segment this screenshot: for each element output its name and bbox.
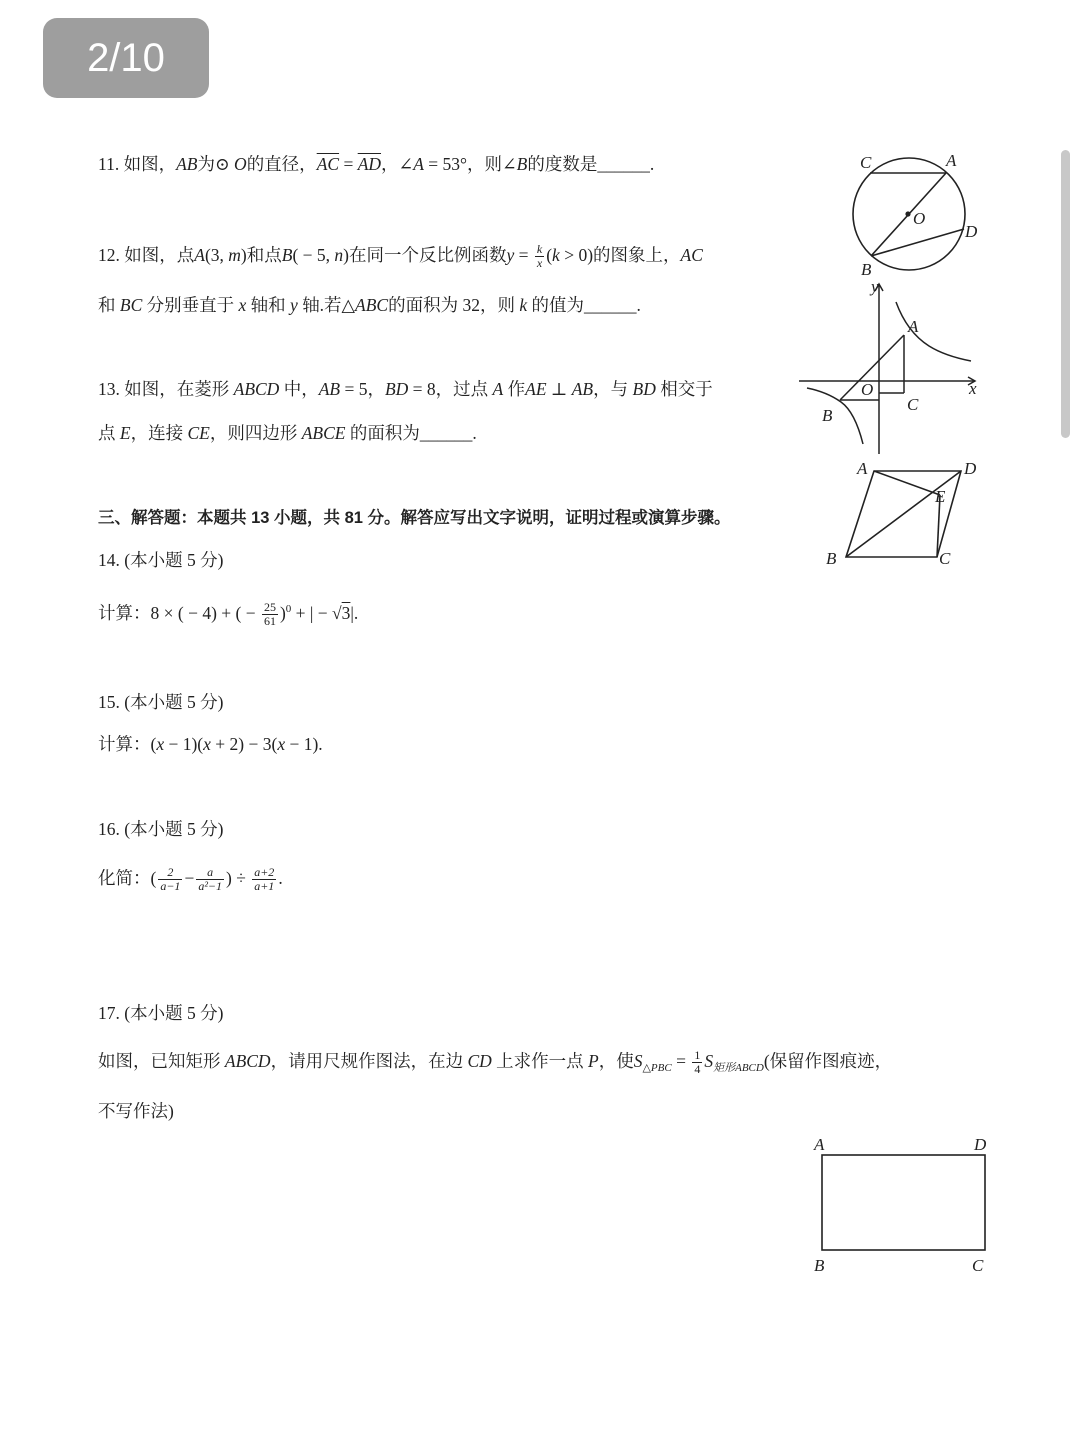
frac-den: a+1 <box>254 879 275 894</box>
question-16-body <box>98 866 283 893</box>
q13-var: AB <box>318 379 341 399</box>
q16-text: − <box>184 868 195 888</box>
q12-var: A <box>194 245 205 265</box>
q11-text: ，∠ <box>381 154 414 174</box>
label-o: O <box>913 209 926 228</box>
q15-text: + 2) − 3( <box>210 734 278 754</box>
frac-num: 25 <box>263 600 276 615</box>
fraction-k-over-x <box>535 243 544 270</box>
q12-var: y <box>290 295 298 315</box>
question-12-line-1 <box>98 243 703 270</box>
q12-text: > 0)的图象上， <box>559 245 681 265</box>
q13-var: E <box>119 423 131 443</box>
q11-text: 为 <box>197 154 215 174</box>
label-o: O <box>861 380 874 399</box>
q12-var: n <box>334 245 344 265</box>
q15-var: x <box>156 734 165 754</box>
q12-var: ABC <box>355 295 389 315</box>
figure-circle <box>840 148 990 280</box>
label-b: B <box>822 406 833 425</box>
q13-var: ABCE <box>301 423 346 443</box>
question-17-line-2: 不写作法) <box>98 1101 174 1121</box>
fraction-1 <box>158 866 182 893</box>
q17-var: P <box>588 1051 599 1071</box>
q12-text: 轴.若△ <box>297 295 356 315</box>
subscript: 矩形ABCD <box>713 1062 764 1074</box>
label-c: C <box>860 153 872 172</box>
q13-text: ，连接 <box>130 423 188 443</box>
q14-text: 计算：8 × ( − 4) + ( − <box>98 603 260 623</box>
q11-text: = 53°，则∠ <box>423 154 517 174</box>
q16-text: 化简：( <box>98 868 157 888</box>
q16-text: ) ÷ <box>226 868 251 888</box>
q17-text: = <box>671 1051 691 1071</box>
fraction-25-61 <box>262 601 278 628</box>
frac-den: x <box>536 256 543 271</box>
frac-num: 2 <box>158 866 182 880</box>
fraction-2 <box>196 866 224 893</box>
question-13-line-2 <box>98 421 477 445</box>
label-e: E <box>935 487 946 506</box>
scrollbar[interactable] <box>1061 150 1070 438</box>
label-b: B <box>814 1256 825 1275</box>
fraction-3 <box>252 866 276 893</box>
arc-ad: $\overline{AD}$ <box>357 154 382 174</box>
q12-var: m <box>228 245 241 265</box>
q13-var: BD <box>384 379 409 399</box>
label-d: D <box>974 1135 987 1154</box>
label-d: D <box>964 459 977 478</box>
q15-var: x <box>203 734 211 754</box>
label-c: C <box>939 549 951 568</box>
figure-rectangle <box>808 1132 998 1277</box>
label-c: C <box>972 1256 984 1275</box>
question-11 <box>98 152 654 176</box>
q13-text: = 8，过点 <box>408 379 493 399</box>
q13-text: 13. 如图，在菱形 <box>98 379 234 399</box>
page-indicator: 2/10 <box>43 18 209 98</box>
subscript: △PBC <box>642 1062 672 1074</box>
q13-text: ，与 <box>593 379 633 399</box>
q15-text: − 1)( <box>164 734 204 754</box>
question-15-body <box>98 732 323 756</box>
q17-text: ，使 <box>598 1051 634 1071</box>
frac-num: k <box>536 242 543 257</box>
q13-var: CE <box>187 423 210 443</box>
q16-text: . <box>278 868 283 888</box>
q11-text: 如图， <box>123 154 177 174</box>
frac-den: a−1 <box>160 879 181 894</box>
q13-var: AE <box>525 379 547 399</box>
q13-var: BD <box>632 379 656 399</box>
circle-symbol: ⊙ <box>215 154 230 174</box>
q13-var: AB <box>571 379 594 399</box>
q12-text: 和 <box>98 295 120 315</box>
q12-var: y <box>506 245 515 265</box>
label-c: C <box>907 395 919 414</box>
question-15-header: 15. (本小题 5 分) <box>98 692 224 712</box>
frac-num: 1 <box>694 1048 701 1063</box>
q11-var-o: O <box>234 154 247 174</box>
q11-var-ab: AB <box>176 154 198 174</box>
q17-text: (保留作图痕迹， <box>763 1051 893 1071</box>
label-b: B <box>861 260 872 279</box>
question-14-body <box>98 597 358 628</box>
q13-var: A <box>492 379 504 399</box>
q13-text: = 5， <box>340 379 385 399</box>
q12-var: AC <box>680 245 703 265</box>
q12-text: 分别垂直于 <box>142 295 239 315</box>
section-3-heading: 三、解答题：本题共 13 小题，共 81 分。解答应写出文字说明，证明过程或演算步骤。 <box>98 509 731 527</box>
q17-var: S <box>704 1051 714 1071</box>
label-y: y <box>871 278 879 296</box>
q13-text: 相交于 <box>655 379 713 399</box>
frac-num: a <box>196 866 224 880</box>
question-12-line-2 <box>98 293 641 317</box>
q13-text: 作 <box>503 379 526 399</box>
q15-text: − 1). <box>285 734 323 754</box>
frac-den: 4 <box>694 1062 701 1077</box>
q15-var: x <box>277 734 286 754</box>
q11-text: 的直径， <box>246 154 317 174</box>
q13-text: ⊥ <box>546 379 572 399</box>
fraction-1-4 <box>692 1049 702 1076</box>
frac-num: a+2 <box>254 865 275 880</box>
q17-text: 如图，已知矩形 <box>98 1051 225 1071</box>
q11-text: 的度数是______. <box>527 154 655 174</box>
q11-var-a: A <box>413 154 424 174</box>
q14-text: 3 <box>341 603 351 623</box>
label-a: A <box>908 317 919 336</box>
q17-text: 上求作一点 <box>491 1051 589 1071</box>
q17-text: ，请用尺规作图法，在边 <box>270 1051 468 1071</box>
q17-var: CD <box>467 1051 492 1071</box>
q13-text: 的面积为______. <box>345 423 477 443</box>
label-a: A <box>946 151 957 170</box>
q11-var-b: B <box>516 154 528 174</box>
q14-text: + | − √ <box>291 603 342 623</box>
label-x: x <box>969 379 977 398</box>
q12-text: )和点 <box>240 245 282 265</box>
q14-text: ) <box>279 603 286 623</box>
q12-text: 轴和 <box>246 295 291 315</box>
q14-text: |. <box>350 603 359 623</box>
question-16-header: 16. (本小题 5 分) <box>98 819 224 839</box>
q12-var: BC <box>119 295 143 315</box>
frac-den: a²−1 <box>198 879 223 894</box>
q12-var: k <box>552 245 560 265</box>
q17-var: S <box>633 1051 643 1071</box>
q12-text: 12. 如图，点 <box>98 245 195 265</box>
q11-text: = <box>339 154 358 174</box>
figure-hyperbola <box>795 278 985 456</box>
q13-var: ABCD <box>233 379 280 399</box>
label-a: A <box>857 459 868 478</box>
question-17-line-1 <box>98 1049 892 1080</box>
label-d: D <box>965 222 978 241</box>
q12-var: k <box>519 295 528 315</box>
label-b: B <box>826 549 837 568</box>
q12-text: 的值为______. <box>527 295 641 315</box>
q12-text: = <box>514 245 533 265</box>
arc-ac: $\overline{AC}$ <box>316 154 340 174</box>
question-13-line-1 <box>98 377 713 401</box>
q13-text: 点 <box>98 423 120 443</box>
q12-var: x <box>238 295 247 315</box>
q12-text: )在同一个反比例函数 <box>343 245 507 265</box>
q13-text: 中， <box>279 379 319 399</box>
q17-var: ABCD <box>224 1051 271 1071</box>
q12-text: 的面积为 32，则 <box>388 295 520 315</box>
q15-text: 计算：( <box>98 734 157 754</box>
q12-text: (3, <box>204 245 229 265</box>
q12-text: ( − 5, <box>292 245 335 265</box>
label-a: A <box>814 1135 825 1154</box>
exponent: 0 <box>285 603 292 615</box>
q13-text: ，则四边形 <box>209 423 302 443</box>
question-14-header: 14. (本小题 5 分) <box>98 550 224 570</box>
q12-var: B <box>281 245 293 265</box>
q12-text: ( <box>546 245 553 265</box>
question-17-header: 17. (本小题 5 分) <box>98 1003 224 1023</box>
figure-rhombus <box>822 456 984 572</box>
q11-number: 11. <box>98 154 120 174</box>
frac-den: 61 <box>263 614 276 629</box>
